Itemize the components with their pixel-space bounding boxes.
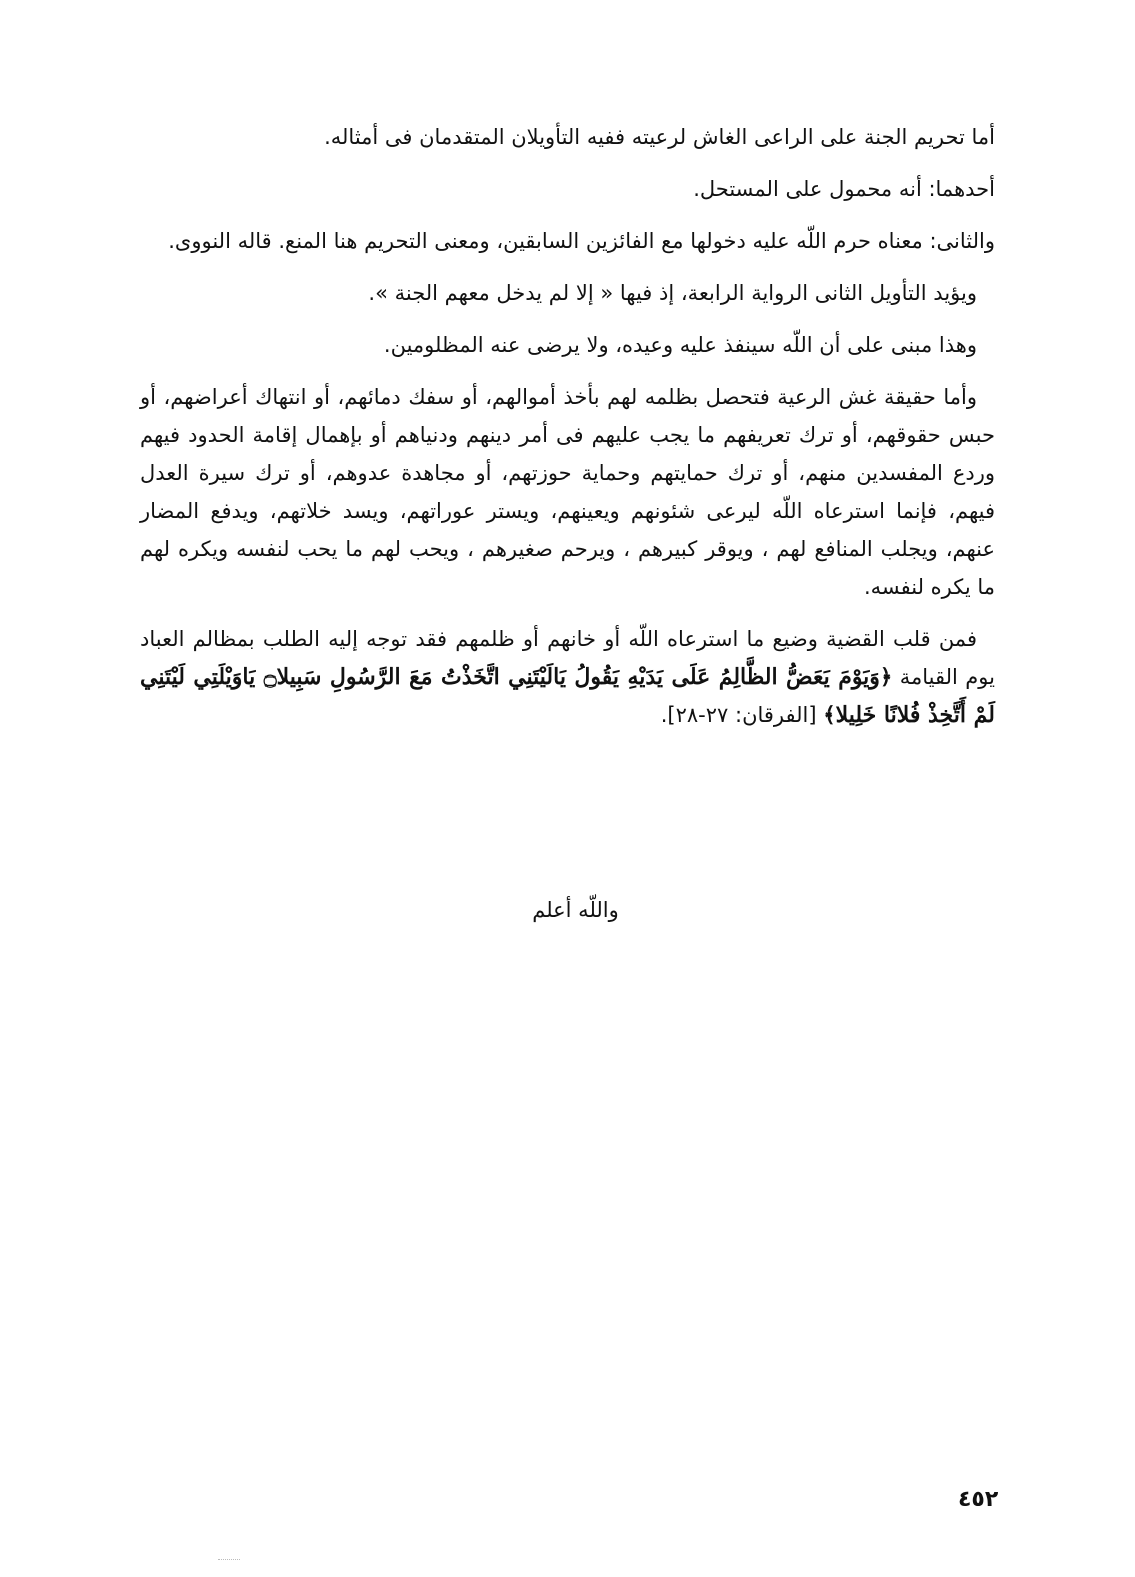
quran-open-bracket: ﴿ — [879, 664, 893, 689]
closing-text: واللّه أعلم — [532, 898, 619, 922]
paragraph-1: أما تحريم الجنة على الراعى الغاش لرعيته ففيه التأويلان المتقدمان فى أمثاله. — [324, 125, 995, 149]
quran-close-bracket: ﴾ — [823, 702, 836, 727]
page-body — [140, 118, 995, 748]
paragraph-7-lead: فمن قلب القضية وضيع ما استرعاه اللّه أو خانهم أو ظلمهم فقد توجه إليه الطلب بمظالم العباد يوم القيامة — [140, 627, 995, 689]
paragraph-5: وهذا مبنى على أن اللّه سينفذ عليه وعيده، ولا يرضى عنه المظلومين. — [383, 333, 977, 357]
page-number: ٤٥٢ — [958, 1487, 999, 1512]
scan-artifact — [218, 1559, 240, 1561]
paragraph-3: والثانى: معناه حرم اللّه عليه دخولها مع الفائزين السابقين، ومعنى التحريم هنا المنع. قاله النووى. — [168, 229, 995, 253]
closing-line — [0, 898, 1135, 922]
paragraph-7 — [140, 620, 995, 734]
paragraph-2: أحدهما: أنه محمول على المستحل. — [693, 177, 995, 201]
quran-verse: وَيَوْمَ يَعَضُّ الظَّالِمُ عَلَى يَدَيْهِ يَقُولُ يَالَيْتَنِي اتَّخَذْتُ مَعَ الرَّسُولِ سَبِيلا۝ يَاوَيْلَتِي لَيْتَنِي لَمْ أَتَّخِذْ فُلانًا خَلِيلا — [140, 664, 995, 728]
paragraph-6: وأما حقيقة غش الرعية فتحصل بظلمه لهم بأخذ أموالهم، أو سفك دمائهم، أو انتهاك أعراضهم، أو حبس حقوقهم، أو ترك تعريفهم ما يجب عليهم فى أمر دينهم ودنياهم أو بإهمال إقامة الحدود فيهم وردع المفسدين منهم، أو ترك حمايتهم وحماية حوزتهم، أو مجاهدة عدوهم، أو ترك سيرة العدل فيهم، فإنما استرعاه اللّه ليرعى شئونهم ويعينهم، ويستر عوراتهم، ويسد خلاتهم، ويدفع المضار عنهم، ويجلب المنافع لهم ، ويوقر كبيرهم ، ويرحم صغيرهم ، ويحب لهم ما يحب لنفسه ويكره لهم ما يكره لنفسه. — [140, 385, 995, 599]
paragraph-4: ويؤيد التأويل الثانى الرواية الرابعة، إذ فيها « إلا لم يدخل معهم الجنة ». — [368, 281, 977, 305]
verse-reference: [الفرقان: ٢٧-٢٨]. — [660, 703, 817, 727]
